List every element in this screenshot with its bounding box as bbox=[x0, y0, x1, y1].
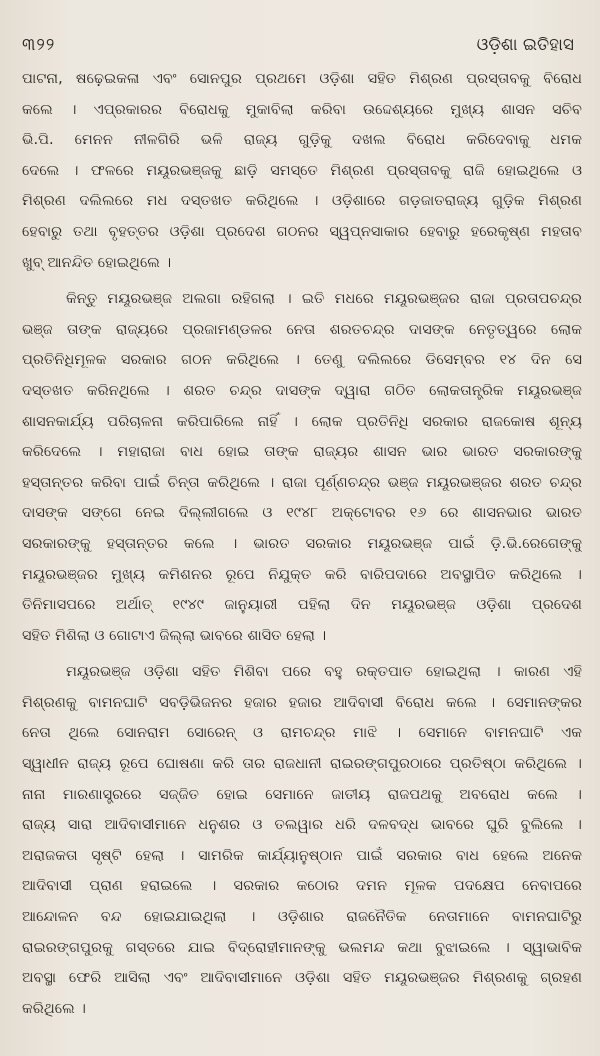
text-line: ରାଇରଙ୍ଗପୁରକୁ ଗସ୍ତରେ ଯାଇ ବିଦ୍ରୋହୀମାନଙ୍କୁ ଭଲମନ୍ଦ କଥା ବୁଝାଇଲେ । ସ୍ୱାଭାବିକ bbox=[22, 938, 582, 956]
text-line: ତିନିମାସପରେ ଅର୍ଥାତ୍ ୧୯୪୯ ଜାନୁୟାରୀ ପହିଲା ଦିନ ମୟୂରଭଞ୍ଜ ଓଡ଼ିଶା ପ୍ରଦେଶ bbox=[22, 596, 582, 614]
text-line: ମୟୂରଭଞ୍ଜ ଓଡ଼ିଶା ସହିତ ମିଶିବା ପରେ ବହୁ ରକ୍ତପାତ ହୋଇଥିଲା । କାରଣ ଏହି bbox=[66, 663, 582, 681]
text-line: ନେତା ଥିଲେ ସୋନରାମ ସୋରେନ୍ ଓ ରାମଚନ୍ଦ୍ର ମାଝି । ସେମାନେ ବାମନଘାଟି ଏକ bbox=[22, 724, 582, 742]
text-line: ଆଦିବାସୀ ପ୍ରାଣ ହରାଇଲେ । ସରକାର କଠୋର ଦମନ ମୂଳକ ପଦକ୍ଷେପ ନେବାପରେ bbox=[22, 877, 582, 895]
text-line: ମିଶ୍ରଣ ଦଲିଲରେ ମଧ ଦସ୍ତଖତ କରିଥିଲେ । ଓଡ଼ିଶାରେ ଗଡ଼ଜାତରାଜ୍ୟ ଗୁଡ଼ିକ ମିଶ୍ରଣ bbox=[22, 192, 582, 210]
text-line: ଦାସଙ୍କ ସଙ୍ଗେ ନେଇ ଦିଲ୍ଲୀଗଲେ ଓ ୧୯୪୮ ଅକ୍ଟୋବର ୧୬ ରେ ଶାସନଭାର ଭାରତ bbox=[22, 504, 582, 522]
paragraph-2 bbox=[22, 284, 582, 651]
text-line: ନାନା ମାରଣାସ୍ତ୍ରରେ ସଜ୍ଜିତ ହୋଇ ସେମାନେ ଜାତୀୟ ରାଜପଥକୁ ଅବରୋଧ କଲେ । bbox=[22, 785, 582, 803]
text-line: ଦସ୍ତଖତ କରିନଥିଲେ । ଶରତ ଚନ୍ଦ୍ର ଦାସଙ୍କ ଦ୍ୱାରା ଗଠିତ ଲୋକତାନ୍ତ୍ରିକ ମୟୂରଭଞ୍ଜ bbox=[22, 381, 582, 399]
text-line: ଅରାଜକତା ସୃଷ୍ଟି ହେଲା । ସାମରିକ କାର୍ଯ୍ୟାନୁଷ୍ଠାନ ପାଇଁ ସରକାର ବାଧ ହେଲେ ଅନେକ bbox=[22, 846, 582, 864]
text-line: ଭି.ପି. ମେନନ ନୀଳଗିରି ଭଳି ରାଜ୍ୟ ଗୁଡ଼ିକୁ ଦଖଲ ବିରୋଧ କରିଦେବାକୁ ଧମକ bbox=[22, 131, 582, 149]
text-line: ଭଞ୍ଜ ତାଙ୍କ ରାଜ୍ୟରେ ପ୍ରଜାମଣ୍ଡଳର ନେତା ଶରତଚନ୍ଦ୍ର ଦାସଙ୍କ ନେତୃତ୍ୱରେ ଲୋକ bbox=[22, 320, 582, 338]
text-line: ମୟୂରଭଞ୍ଜର ମୁଖ୍ୟ କମିଶନର ରୂପେ ନିଯୁକ୍ତ କରି ବାରିପଦାରେ ଅବସ୍ଥାପିତ କରିଥିଲେ । bbox=[22, 565, 582, 583]
text-line: ହେବାରୁ ତଥା ବୃହତ୍ତର ଓଡ଼ିଶା ପ୍ରଦେଶ ଗଠନର ସ୍ୱପ୍ନସାକାର ହେବାରୁ ହରେକୃଷ୍ଣ ମହତାବ bbox=[22, 222, 582, 240]
text-line: ରାଜ୍ୟ ସାରା ଆଦିବାସୀମାନେ ଧନୁଶର ଓ ତଲୱାର ଧରି ଦଳବଦ୍ଧ ଭାବରେ ଘୁରି ବୁଲିଲେ । bbox=[22, 816, 582, 834]
text-line: ସହିତ ମିଶିଲା ଓ ଗୋଟାଏ ଜିଲ୍ଲା ଭାବରେ ଶାସିତ ହେଲା । bbox=[22, 626, 327, 644]
text-line: ଖୁବ୍ ଆନନ୍ଦିତ ହୋଇଥିଲେ । bbox=[22, 253, 172, 271]
text-line: ପାଟନା, ଷଢ଼େଇକଳା ଏବଂ ସୋନପୁର ପ୍ରଥମେ ଓଡ଼ିଶା ସହିତ ମିଶ୍ରଣ ପ୍ରସ୍ତାବକୁ ବିରୋଧ bbox=[22, 70, 582, 87]
text-line: କରିଥିଲେ । bbox=[22, 999, 86, 1017]
text-line: ସ୍ୱାଧୀନ ରାଜ୍ୟ ରୂପେ ଘୋଷଣା କରି ତାର ରାଜଧାନୀ ରାଇରଙ୍ଗପୁରଠାରେ ପ୍ରତିଷ୍ଠା କରିଥିଲେ । bbox=[22, 755, 582, 773]
text-line: ସରକାରଙ୍କୁ ହସ୍ତାନ୍ତର କଲେ । ଭାରତ ସରକାର ମୟୂରଭଞ୍ଜ ପାଇଁ ଡ଼ି.ଭି.ରେଗେଙ୍କୁ bbox=[22, 534, 582, 552]
text-line: ଆନ୍ଦୋଳନ ବନ୍ଦ ହୋଇଯାଇଥିଲା । ଓଡ଼ିଶାର ରାଜନୈତିକ ନେତାମାନେ ବାମନଘାଟିରୁ bbox=[22, 908, 582, 926]
paragraph-1 bbox=[22, 64, 582, 278]
text-line: କଲେ । ଏପ୍ରକାରର ବିରୋଧକୁ ମୁକାବିଲା କରିବା ଉଦ୍ଦେଶ୍ୟରେ ମୁଖ୍ୟ ଶାସନ ସଚିବ bbox=[22, 100, 582, 118]
page-header bbox=[22, 34, 582, 58]
page-number: ୩୨୨ bbox=[22, 35, 56, 55]
text-line: ଦେଲେ । ଫଳରେ ମୟୂରଭଞ୍ଜକୁ ଛାଡ଼ି ସମସ୍ତେ ମିଶ୍ରଣ ପ୍ରସ୍ତାବକୁ ରାଜି ହୋଇଥିଲେ ଓ bbox=[22, 161, 582, 179]
text-line: ଅବସ୍ଥା ଫେରି ଆସିଲା ଏବଂ ଆଦିବାସୀମାନେ ଓଡ଼ିଶା ସହିତ ମୟୂରଭଞ୍ଜର ମିଶ୍ରଣକୁ ଗ୍ରହଣ bbox=[22, 969, 582, 987]
text-line: ମିଶ୍ରଣକୁ ବାମନଘାଟି ସବଡ଼ିଭିଜନର ହଜାର ହଜାର ଆଦିବାସୀ ବିରୋଧ କଲେ । ସେମାନଙ୍କର bbox=[22, 693, 582, 711]
text-line: ଶାସନକାର୍ଯ୍ୟ ପରିଚାଳନା କରିପାରିଲେ ନାହିଁ । ଲୋକ ପ୍ରତିନିଧି ସରକାର ରାଜକୋଷ ଶୂନ୍ୟ bbox=[22, 412, 582, 430]
running-title: ଓଡ଼ିଶା ଇତିହାସ bbox=[476, 35, 574, 55]
text-line: କିନ୍ତୁ ମୟୂରଭଞ୍ଜ ଅଲଗା ରହିଗଲା । ଇତି ମଧରେ ମୟୂରଭଞ୍ଜର ରାଜା ପ୍ରତାପଚନ୍ଦ୍ର bbox=[66, 290, 582, 308]
text-line: କରିଦେଲେ । ମହାରାଜା ବାଧ ହୋଇ ତାଙ୍କ ରାଜ୍ୟର ଶାସନ ଭାର ଭାରତ ସରକାରଙ୍କୁ bbox=[22, 443, 582, 461]
text-line: ହସ୍ତାନ୍ତର କରିବା ପାଇଁ ଚିନ୍ତା କରିଥିଲେ । ରାଜା ପୂର୍ଣ୍ଣଚନ୍ଦ୍ର ଭଞ୍ଜ ମୟୂରଭଞ୍ଜର ଶରତ ଚନ୍ଦ୍ର bbox=[22, 473, 582, 491]
text-line: ପ୍ରତିନିଧିମୂଳକ ସରକାର ଗଠନ କରିଥିଲେ । ତେଣୁ ଦଲିଲରେ ଡିସେମ୍ବର ୧୪ ଦିନ ସେ bbox=[22, 351, 582, 369]
paragraph-3 bbox=[22, 657, 582, 1024]
